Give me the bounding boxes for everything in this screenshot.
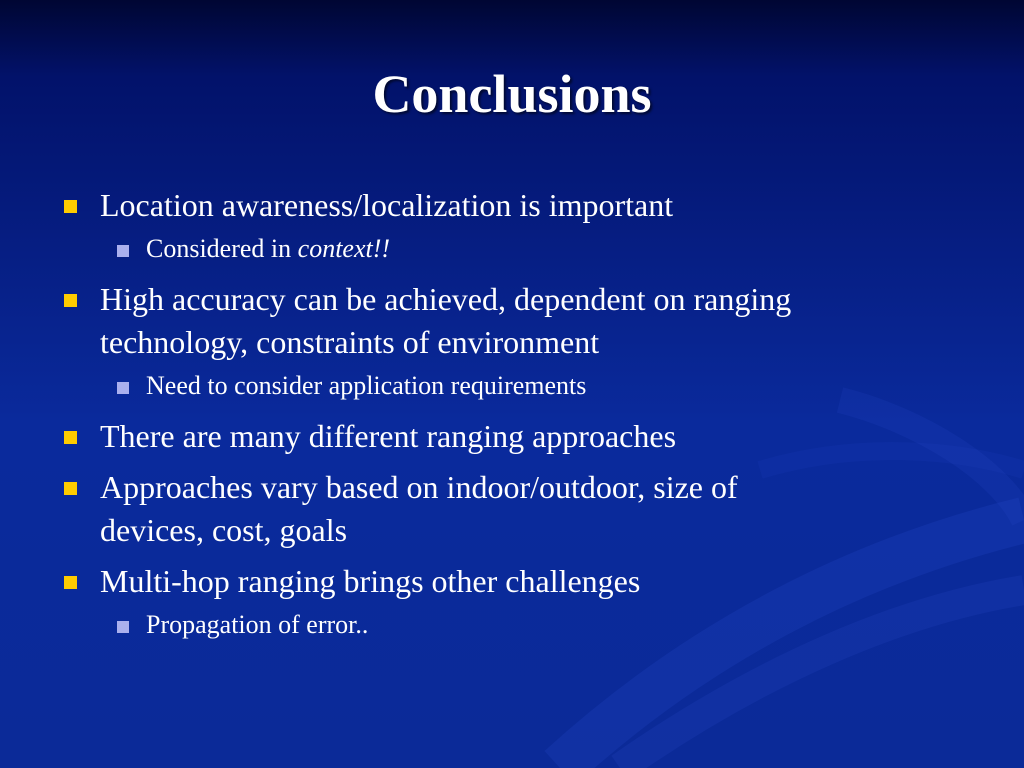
bullet-item-multi-hop xyxy=(0,560,1024,603)
bullet-text: Location awareness/localization is important xyxy=(100,187,674,223)
sub-bullet-item-context xyxy=(0,232,1024,266)
yellow-square-bullet-icon xyxy=(64,482,77,495)
lavender-square-bullet-icon xyxy=(117,382,129,394)
bullet-text-line-2: technology, constraints of environment xyxy=(100,324,600,360)
yellow-square-bullet-icon xyxy=(64,294,77,307)
bullet-text: There are many different ranging approaches xyxy=(100,418,677,454)
sub-bullet-item-propagation xyxy=(0,608,1024,642)
sub-bullet-item-application-requirements xyxy=(0,369,1024,403)
bullet-item-approaches-vary xyxy=(0,466,1024,552)
bullet-item-location-awareness xyxy=(0,184,1024,227)
bullet-text-line-1: Approaches vary based on indoor/outdoor, size of xyxy=(100,469,738,505)
yellow-square-bullet-icon xyxy=(64,200,77,213)
bullet-item-ranging-approaches xyxy=(0,415,1024,458)
bullet-text-line-1: High accuracy can be achieved, dependent on ranging xyxy=(100,281,792,317)
bullet-list xyxy=(0,184,1024,654)
slide-title: Conclusions xyxy=(372,64,652,124)
sub-bullet-emphasis: context!! xyxy=(297,234,391,263)
bullet-text: Multi-hop ranging brings other challenges xyxy=(100,563,641,599)
sub-bullet-text: Considered in xyxy=(146,234,298,263)
yellow-square-bullet-icon xyxy=(64,431,77,444)
lavender-square-bullet-icon xyxy=(117,621,129,633)
lavender-square-bullet-icon xyxy=(117,245,129,257)
bullet-item-high-accuracy xyxy=(0,278,1024,364)
sub-bullet-text: Need to consider application requirements xyxy=(146,371,587,400)
sub-bullet-text: Propagation of error.. xyxy=(146,610,369,639)
yellow-square-bullet-icon xyxy=(64,576,77,589)
bullet-text-line-2: devices, cost, goals xyxy=(100,512,348,548)
